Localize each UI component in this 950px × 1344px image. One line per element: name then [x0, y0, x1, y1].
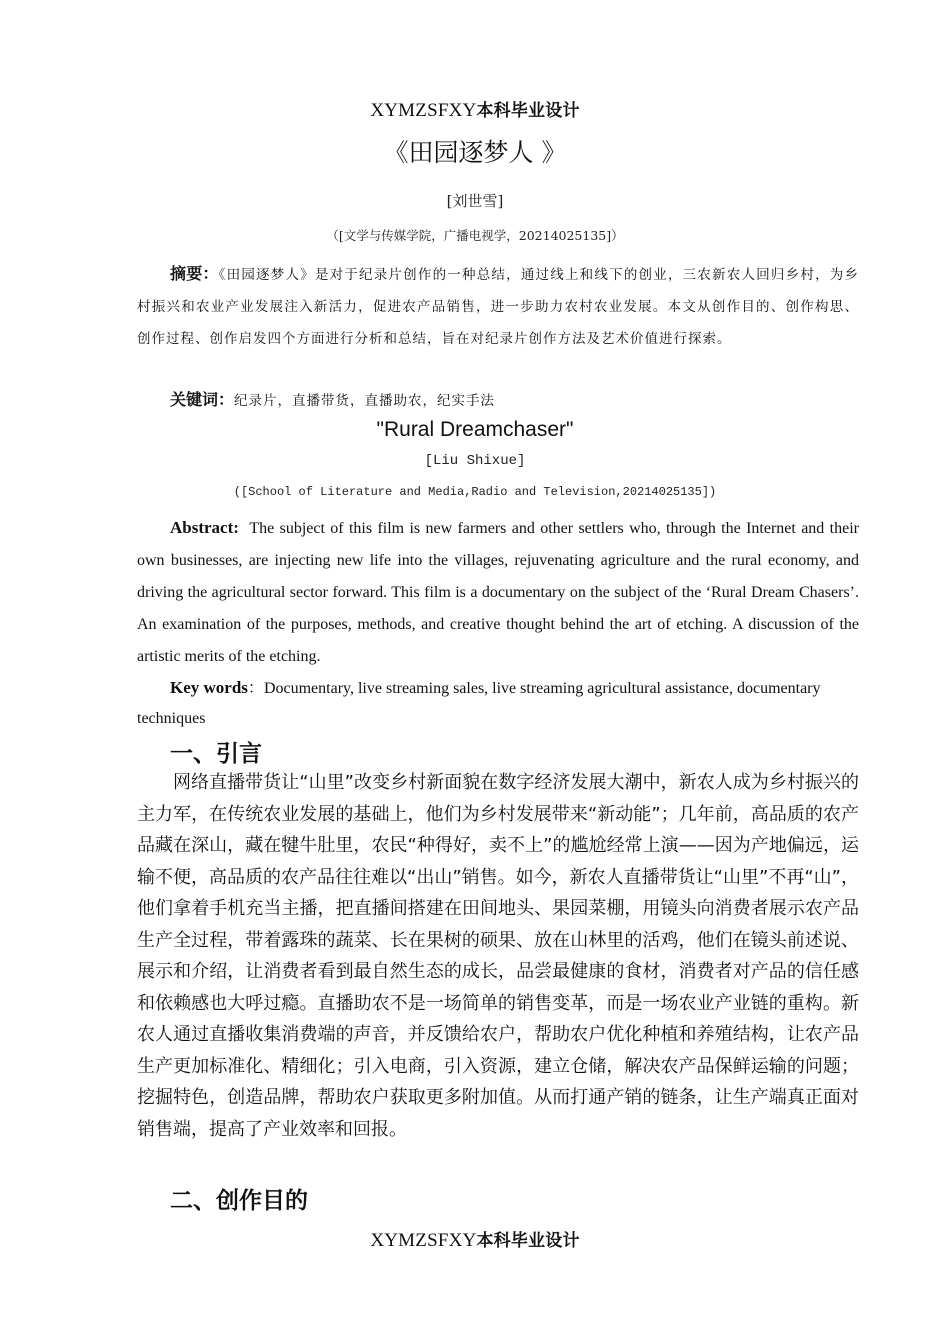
author-english: [Liu Shixue]	[424, 453, 526, 469]
keywords-chinese-label: 关键词：	[170, 390, 235, 409]
header-code-next: XYMZSFXY	[370, 1230, 477, 1251]
title-chinese: 《田园逐梦人 》	[383, 138, 567, 167]
abstract-chinese-text: 《田园逐梦人》是对于纪录片创作的一种总结，通过线上和线下的创业，三农新农人回归乡村，为乡村振兴和农业产业发展注入新活力，促进农产品销售，进一步助力农村农业发展。本文从创作目的、创作构思、创作过程、创作启发四个方面进行分析和总结，旨在对纪录片创作方法及艺术价值进行探索。	[137, 267, 859, 347]
keywords-chinese	[137, 386, 892, 415]
affiliation-english: ([School of Literature and Media,Radio and Television,20214025135])	[233, 485, 717, 499]
section-heading-introduction: 一、引言	[170, 741, 262, 767]
page-header	[0, 96, 950, 122]
title-english: "Rural Dreamchaser"	[376, 418, 574, 441]
abstract-english	[137, 512, 859, 673]
keywords-chinese-text: 纪录片，直播带货，直播助农，纪实手法	[234, 393, 496, 409]
header-label-next: 本科毕业设计	[476, 1231, 580, 1251]
abstract-english-label: Abstract:	[170, 518, 239, 537]
keywords-english-colon: ：	[247, 680, 264, 697]
affiliation-chinese: （[文学与传媒学院，广播电视学，20214025135]）	[326, 228, 624, 243]
header-code: XYMZSFXY	[370, 100, 477, 121]
author-chinese: [刘世雪]	[446, 192, 504, 210]
section-body-introduction: 网络直播带货让“山里”改变乡村新面貌在数字经济发展大潮中，新农人成为乡村振兴的主力军，在传统农业发展的基础上，他们为乡村发展带来“新动能”；几年前，高品质的农产品藏在深山，藏在犍牛肚里，农民“种得好，卖不上”的尴尬经常上演——因为产地偏远，运输不便，高品质的农产品往往难以“出山”销售。如今，新农人直播带货让“山里”不再“山”，他们拿着手机充当主播，把直播间搭建在田间地头、果园菜棚，用镜头向消费者展示农产品生产全过程，带着露珠的蔬菜、长在果树的硕果、放在山林里的活鸡，他们在镜头前述说、展示和介绍，让消费者看到最自然生态的成长，品尝最健康的食材，消费者对产品的信任感和依赖感也大呼过瘾。直播助农不是一场简单的销售变革，而是一场农业产业链的重构。新农人通过直播收集消费端的声音，并反馈给农户，帮助农户优化种植和养殖结构，让农产品生产更加标准化、精细化；引入电商，引入资源，建立仓储，解决农产品保鲜运输的问题；挖掘特色，创造品牌，帮助农户获取更多附加值。从而打通产销的链条，让生产端真正面对销售端，提高了产业效率和回报。	[137, 772, 859, 1140]
keywords-english-text: Documentary, live streaming sales, live streaming agricultural assistance, documentary techniques	[137, 680, 821, 727]
abstract-english-text: The subject of this film is new farmers and other settlers who, through the Internet and their own businesses, are injecting new life into the villages, rejuvenating agriculture and the rural economy, and driving the agricultural sector forward. This film is a documentary on the subject of the ‘Rural Dream Chasers’. An examination of the purposes, methods, and creative thought behind the art of etching. A discussion of the artistic merits of the etching.	[137, 520, 859, 665]
abstract-chinese	[137, 258, 859, 355]
keywords-english-label: Key words	[170, 678, 248, 697]
page-header-next	[0, 1226, 950, 1252]
abstract-chinese-label: 摘要：	[170, 264, 219, 283]
keywords-english	[137, 673, 859, 734]
section-heading-purpose: 二、创作目的	[170, 1188, 308, 1214]
header-label: 本科毕业设计	[476, 101, 580, 121]
